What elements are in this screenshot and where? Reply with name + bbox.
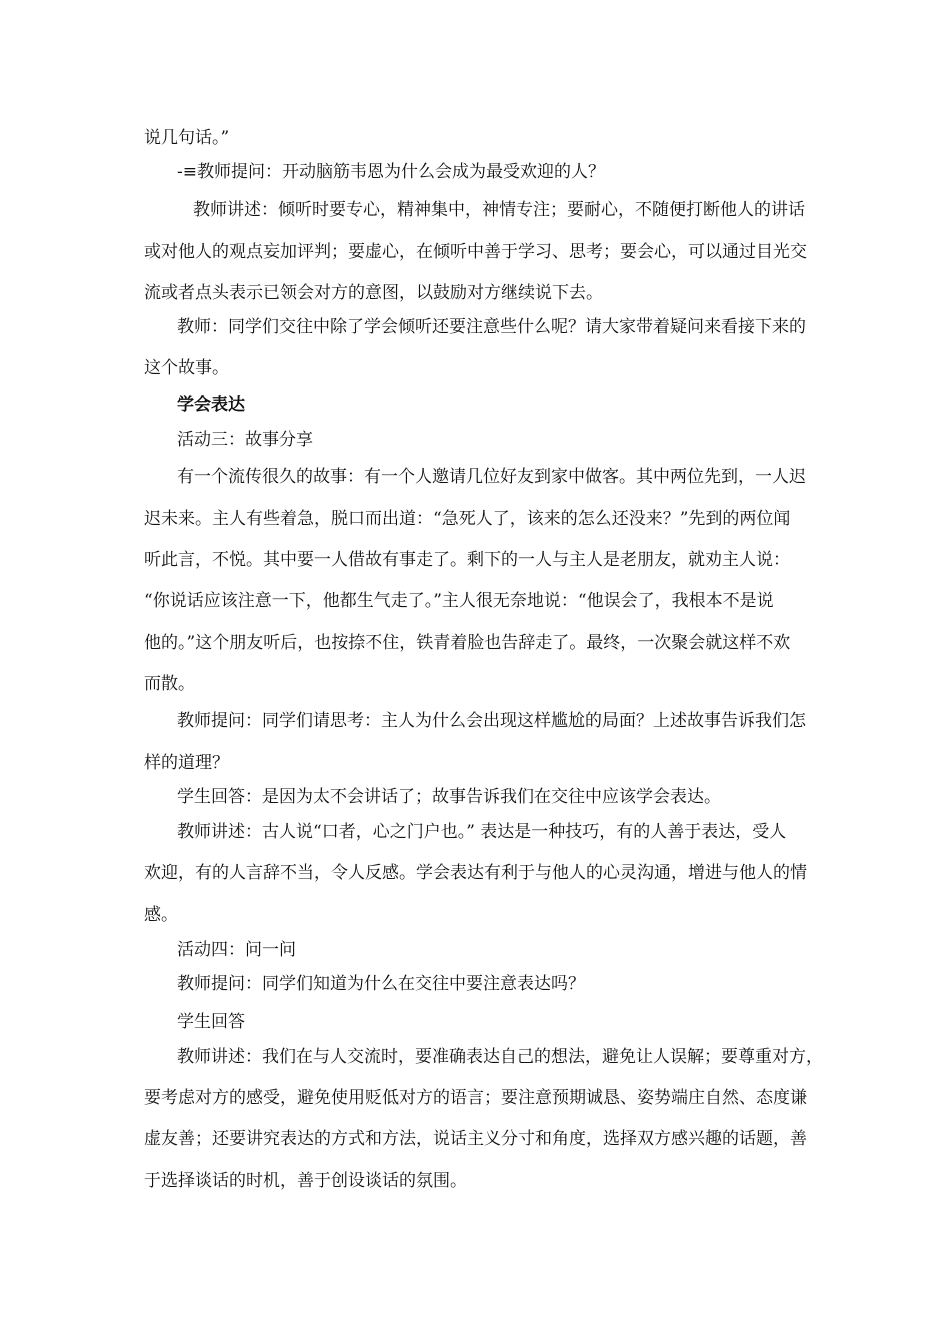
text-line: 听此言，不悦。其中要一人借故有事走了。剩下的一人与主人是老朋友，就劝主人说： bbox=[144, 550, 790, 570]
text-line: 教师讲述：古人说“口者，心之门户也。” 表达是一种技巧，有的人善于表达，受人 bbox=[177, 822, 787, 842]
text-line: 有一个流传很久的故事：有一个人邀请几位好友到家中做客。其中两位先到，一人迟 bbox=[177, 467, 806, 487]
text-line: 教师提问：同学们知道为什么在交往中要注意表达吗？ bbox=[177, 974, 585, 994]
text-line: 教师讲述：倾听时要专心，精神集中，神情专注；要耐心，不随便打断他人的讲话 bbox=[193, 200, 805, 220]
text-line: 教师：同学们交往中除了学会倾听还要注意些什么呢？请大家带着疑问来看接下来的 bbox=[177, 317, 806, 337]
text-line: 学生回答：是因为太不会讲话了；故事告诉我们在交往中应该学会表达。 bbox=[177, 787, 721, 807]
text-line: 于选择谈话的时机，善于创设谈话的氛围。 bbox=[144, 1171, 467, 1191]
text-line: 迟未来。主人有些着急，脱口而出道：“急死人了，该来的怎么还没来？”先到的两位闻 bbox=[144, 509, 791, 529]
text-line: 活动四：问一问 bbox=[177, 940, 296, 960]
text-line: 他的。”这个朋友听后，也按捺不住，铁青着脸也告辞走了。最终，一次聚会就这样不欢 bbox=[144, 633, 791, 653]
text-line: 欢迎，有的人言辞不当，令人反感。学会表达有利于与他人的心灵沟通，增进与他人的情 bbox=[144, 863, 807, 883]
text-line: 说几句话。” bbox=[144, 128, 230, 148]
text-line: 要考虑对方的感受，避免使用贬低对方的语言；要注意预期诚恳、姿势端庄自然、态度谦 bbox=[144, 1088, 807, 1108]
text-line: 教师讲述：我们在与人交流时，要准确表达自己的想法，避免让人误解；要尊重对方， bbox=[177, 1047, 823, 1067]
text-line: 活动三：故事分享 bbox=[177, 430, 313, 450]
text-line: 样的道理？ bbox=[144, 753, 229, 773]
text-line: 学生回答 bbox=[177, 1012, 245, 1032]
text-line: -≡教师提问：开动脑筋韦恩为什么会成为最受欢迎的人？ bbox=[177, 162, 605, 182]
text-line: 流或者点头表示已领会对方的意图，以鼓励对方继续说下去。 bbox=[144, 283, 603, 303]
text-line: 而散。 bbox=[144, 674, 195, 694]
text-line: 感。 bbox=[144, 905, 178, 925]
text-line: 教师提问：同学们请思考：主人为什么会出现这样尴尬的局面？上述故事告诉我们怎 bbox=[177, 711, 806, 731]
text-line: 或对他人的观点妄加评判；要虚心，在倾听中善于学习、思考；要会心，可以通过目光交 bbox=[144, 242, 807, 262]
text-line: 这个故事。 bbox=[144, 358, 229, 378]
text-line: 虚友善；还要讲究表达的方式和方法，说话主义分寸和角度，选择双方感兴趣的话题，善 bbox=[144, 1129, 807, 1149]
text-line: “你说话应该注意一下，他都生气走了。”主人很无奈地说：“他误会了，我根本不是说 bbox=[144, 591, 774, 611]
section-heading: 学会表达 bbox=[177, 395, 245, 415]
